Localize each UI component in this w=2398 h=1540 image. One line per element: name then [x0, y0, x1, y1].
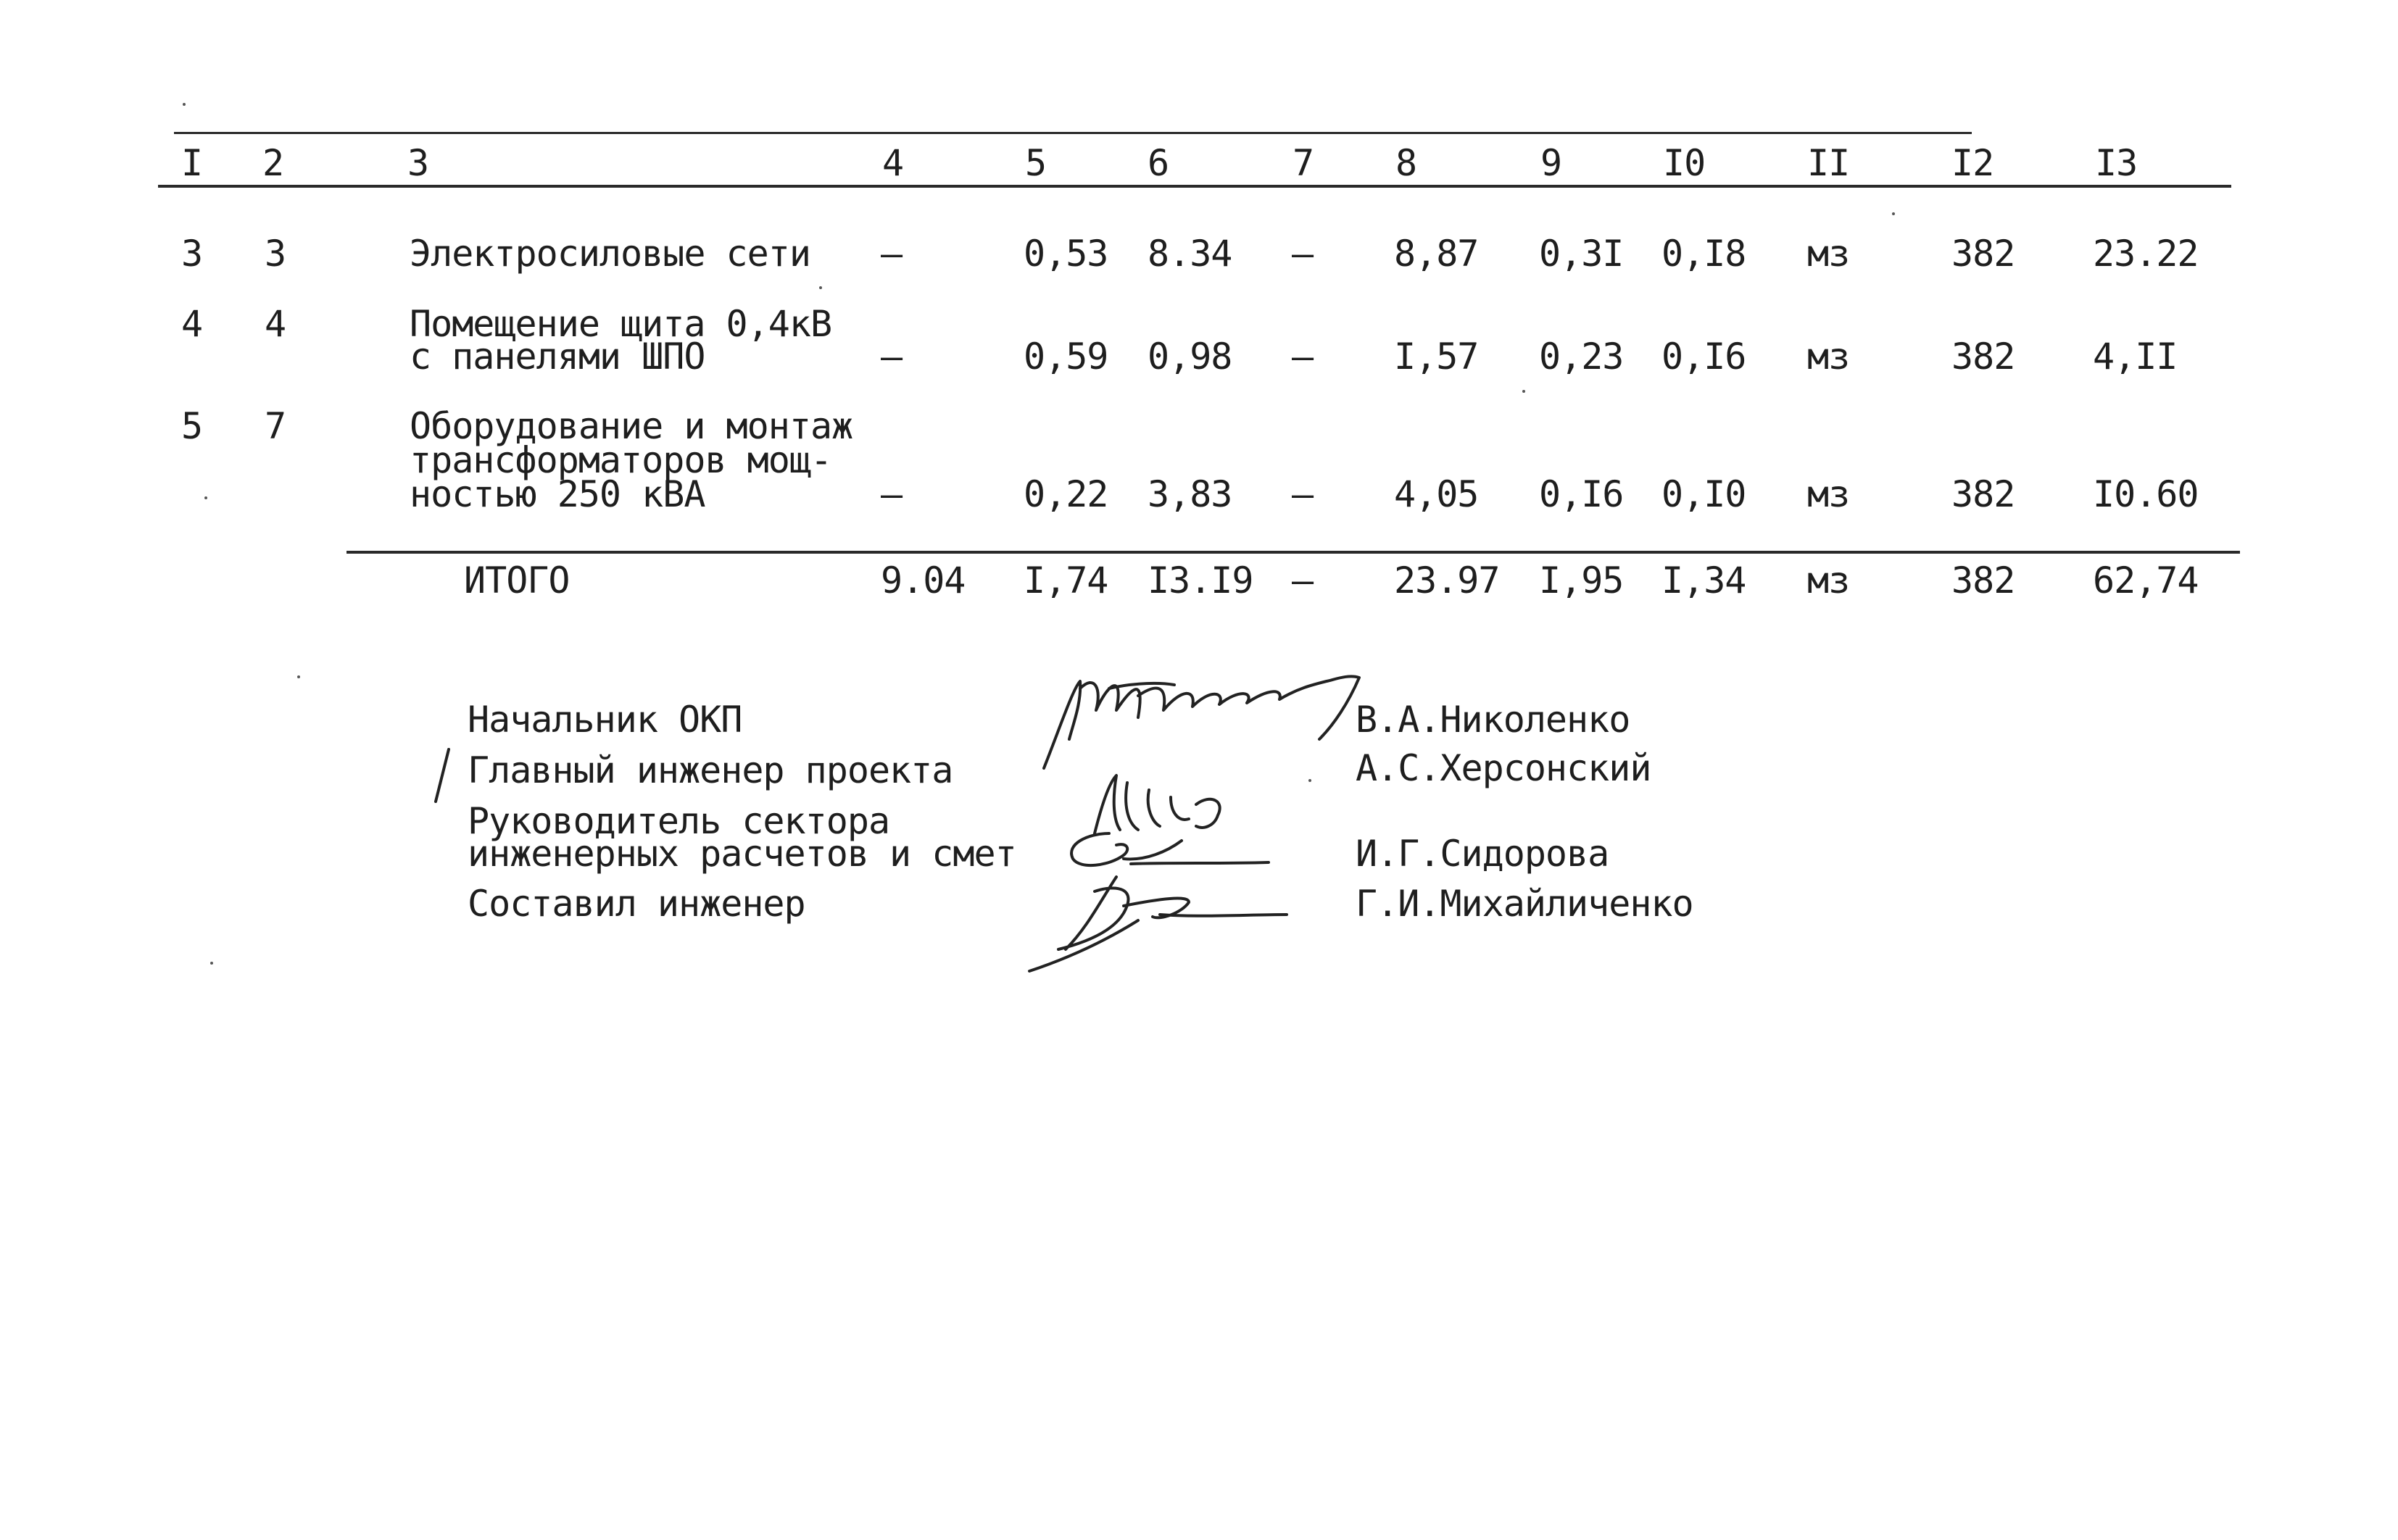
cell-c12: 382: [1951, 233, 2015, 275]
column-header: I3: [2095, 142, 2138, 184]
cell-c8: 4,05: [1394, 473, 1479, 515]
cell-c13: I0.60: [2093, 473, 2199, 515]
total-c13: 62,74: [2093, 559, 2199, 602]
handwritten-signature: [1058, 819, 1276, 877]
total-c11: мз: [1807, 559, 1850, 602]
cell-c5: 0,53: [1024, 233, 1108, 275]
signer-title: Руководитель сектора: [468, 800, 890, 842]
cell-c11: мз: [1807, 233, 1850, 275]
cell-c13: 23.22: [2093, 233, 2199, 275]
row-number: 5: [181, 405, 203, 447]
cell-c8: 8,87: [1394, 233, 1479, 275]
total-c5: I,74: [1024, 559, 1108, 602]
scan-speck: [297, 675, 300, 678]
total-c6: I3.I9: [1148, 559, 1253, 602]
cell-c9: 0,I6: [1539, 473, 1624, 515]
cell-c7: –: [1292, 473, 1314, 515]
cell-c11: мз: [1807, 473, 1850, 515]
total-c12: 382: [1951, 559, 2015, 602]
cell-c5: 0,59: [1024, 336, 1108, 378]
cell-c10: 0,I0: [1661, 473, 1746, 515]
column-header: I0: [1663, 142, 1706, 184]
cell-c6: 8.34: [1148, 233, 1232, 275]
row-name-line: с панелями ШПО: [410, 336, 705, 378]
scan-speck: [1308, 779, 1311, 782]
column-header: 4: [882, 142, 904, 184]
scan-speck: [204, 496, 207, 499]
row-ref: 4: [265, 303, 286, 345]
cell-c12: 382: [1951, 473, 2015, 515]
column-header: I: [181, 142, 203, 184]
signer-name: И.Г.Сидорова: [1356, 833, 1609, 875]
handwritten-signature: [1015, 870, 1290, 978]
column-header: I2: [1951, 142, 1994, 184]
row-name-line: ностью 250 кВА: [410, 473, 705, 515]
column-header: 6: [1148, 142, 1169, 184]
row-name-line: Электросиловые сети: [410, 233, 810, 275]
column-header: 2: [262, 142, 284, 184]
column-header: 9: [1540, 142, 1562, 184]
row-number: 3: [181, 233, 203, 275]
cell-c9: 0,3I: [1539, 233, 1624, 275]
signer-title: Составил инженер: [468, 883, 805, 925]
column-header: 3: [407, 142, 429, 184]
column-header: II: [1807, 142, 1850, 184]
cell-c9: 0,23: [1539, 336, 1624, 378]
total-c7: –: [1292, 559, 1314, 602]
scan-speck: [1522, 390, 1525, 393]
total-rule: [347, 551, 2240, 554]
cell-c6: 0,98: [1148, 336, 1232, 378]
total-c4: 9.04: [881, 559, 966, 602]
column-header: 5: [1025, 142, 1047, 184]
margin-mark: [431, 746, 453, 804]
signer-title: Главный инженер проекта: [468, 749, 953, 791]
scan-speck: [183, 103, 186, 106]
header-bottom-rule: [158, 185, 2231, 188]
cell-c10: 0,I6: [1661, 336, 1746, 378]
scan-speck: [819, 286, 822, 289]
cell-c10: 0,I8: [1661, 233, 1746, 275]
row-number: 4: [181, 303, 203, 345]
cell-c8: I,57: [1394, 336, 1479, 378]
total-c8: 23.97: [1394, 559, 1500, 602]
row-name-line: трансформаторов мощ-: [410, 439, 832, 481]
signer-title: Начальник ОКП: [468, 699, 742, 741]
signer-name: А.С.Херсонский: [1356, 747, 1651, 789]
signer-title: инженерных расчетов и смет: [468, 833, 1016, 875]
column-header: 7: [1293, 142, 1314, 184]
row-name-line: Оборудование и монтаж: [410, 405, 853, 447]
cell-c12: 382: [1951, 336, 2015, 378]
cell-c6: 3,83: [1148, 473, 1232, 515]
total-label: ИТОГО: [464, 559, 570, 602]
scan-speck: [210, 962, 213, 965]
handwritten-signature: [1029, 659, 1363, 775]
cell-c11: мз: [1807, 336, 1850, 378]
header-top-rule: [174, 132, 1972, 134]
scan-speck: [1892, 212, 1895, 215]
column-header: 8: [1395, 142, 1417, 184]
cell-c4: –: [881, 473, 903, 515]
cell-c4: –: [881, 336, 903, 378]
signer-name: Г.И.Михайличенко: [1356, 883, 1693, 925]
signer-name: В.А.Николенко: [1356, 699, 1630, 741]
cell-c5: 0,22: [1024, 473, 1108, 515]
row-ref: 3: [265, 233, 286, 275]
row-name-line: Помещение щита 0,4кВ: [410, 303, 832, 345]
total-c10: I,34: [1661, 559, 1746, 602]
row-ref: 7: [265, 405, 286, 447]
cell-c13: 4,II: [2093, 336, 2178, 378]
total-c9: I,95: [1539, 559, 1624, 602]
cell-c7: –: [1292, 233, 1314, 275]
cell-c4: –: [881, 233, 903, 275]
cell-c7: –: [1292, 336, 1314, 378]
